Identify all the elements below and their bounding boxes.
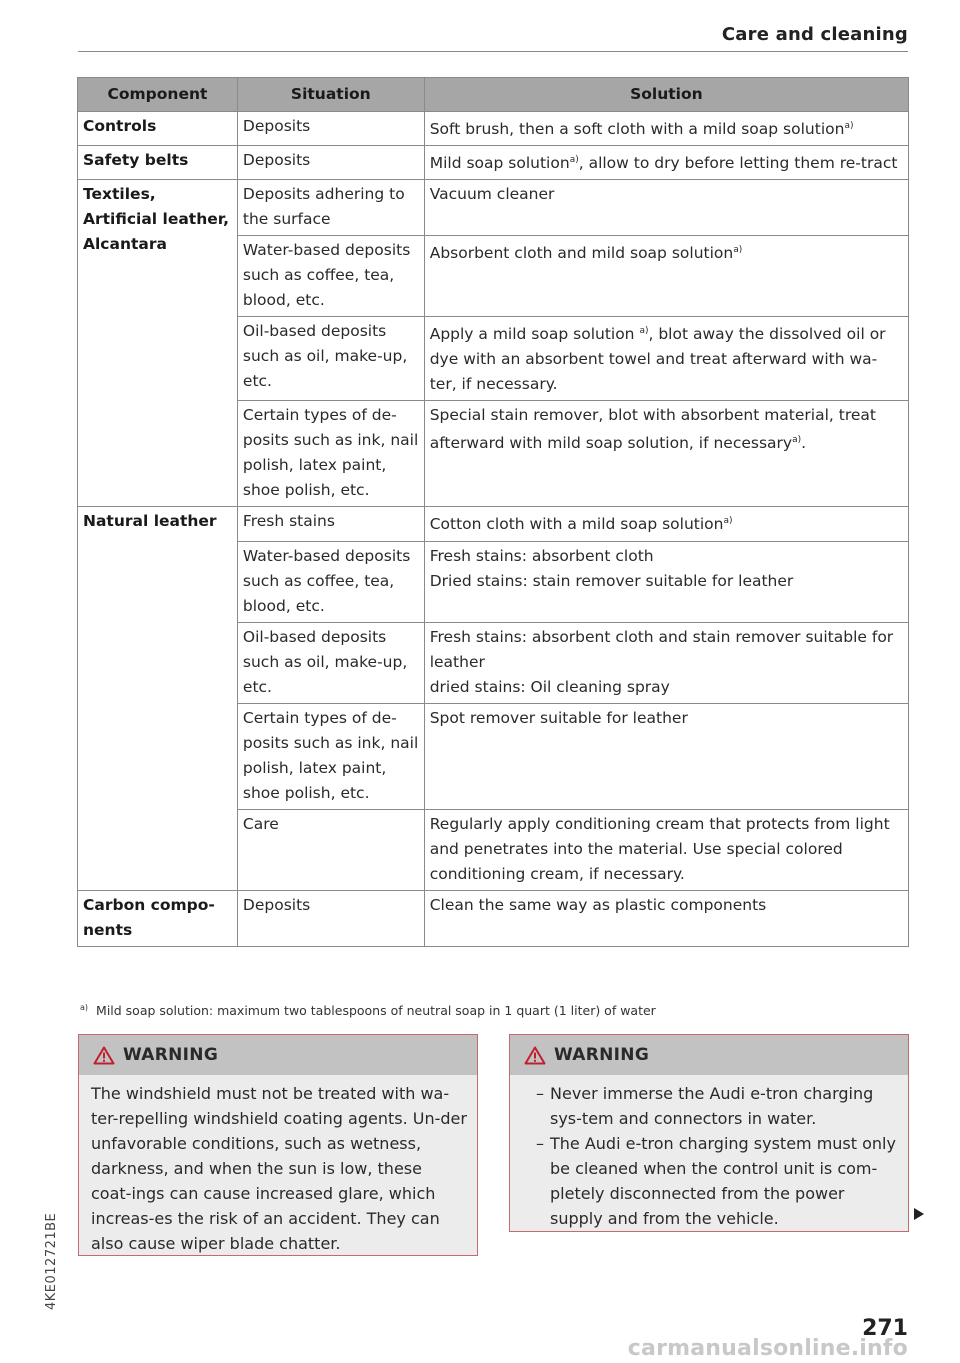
warning-list xyxy=(522,1081,898,1231)
solution-cell: Vacuum cleaner xyxy=(424,180,908,236)
table-row xyxy=(78,146,909,180)
component-cell: Natural leather xyxy=(78,507,238,890)
footnote xyxy=(80,1003,656,1018)
section-title: Care and cleaning xyxy=(721,24,908,45)
solution-cell: Mild soap solution$^{a)}$, allow to dry before letting them re-tract xyxy=(424,146,908,180)
table-header-row xyxy=(78,78,909,112)
header-situation: Situation xyxy=(237,78,424,112)
warning-header xyxy=(510,1035,908,1075)
warning-triangle-icon xyxy=(93,1046,115,1065)
footnote-text: Mild soap solution: maximum two tablespoons of neutral soap in 1 quart (1 liter) of water xyxy=(96,1003,656,1019)
solution-cell: Fresh stains: absorbent cloth and stain remover suitable for leather dried stains: Oil cleaning spray xyxy=(424,622,908,703)
situation-cell: Care xyxy=(237,809,424,890)
situation-cell: Oil-based deposits such as oil, make-up, etc. xyxy=(237,622,424,703)
table-row xyxy=(78,112,909,146)
situation-cell: Fresh stains xyxy=(237,507,424,541)
warning-triangle-icon xyxy=(524,1046,546,1065)
component-cell: Safety belts xyxy=(78,146,238,180)
solution-cell: Special stain remover, blot with absorbent material, treat afterward with mild soap solution, if necessary$^{a)}$. xyxy=(424,401,908,507)
solution-cell: Clean the same way as plastic components xyxy=(424,890,908,946)
situation-cell: Deposits xyxy=(237,112,424,146)
list-item: – The Audi e-tron charging system must only be cleaned when the control unit is com-pletely disconnected from the power supply and from the vehicle. xyxy=(536,1134,896,1228)
situation-cell: Oil-based deposits such as oil, make-up, etc. xyxy=(237,317,424,401)
warning-box-windshield xyxy=(78,1034,478,1256)
header-divider xyxy=(78,51,908,52)
component-cell: Textiles, Artificial leather, Alcantara xyxy=(78,180,238,507)
watermark: carmanualsonline.info xyxy=(627,1336,908,1361)
table-row xyxy=(78,507,909,541)
situation-cell: Deposits xyxy=(237,146,424,180)
warning-header xyxy=(79,1035,477,1075)
situation-cell: Certain types of de-posits such as ink, nail polish, latex paint, shoe polish, etc. xyxy=(237,401,424,507)
header-component: Component xyxy=(78,78,238,112)
warning-title: WARNING xyxy=(123,1045,219,1065)
situation-cell: Deposits adhering to the surface xyxy=(237,180,424,236)
footnote-marker: a) xyxy=(80,1003,89,1012)
solution-cell: Cotton cloth with a mild soap solution$^{a)}$ xyxy=(424,507,908,541)
table-row xyxy=(78,180,909,236)
warning-box-charging xyxy=(509,1034,909,1232)
header-solution: Solution xyxy=(424,78,908,112)
page-number: 271 xyxy=(862,1316,908,1341)
situation-cell: Certain types of de-posits such as ink, nail polish, latex paint, shoe polish, etc. xyxy=(237,703,424,809)
solution-cell: Regularly apply conditioning cream that protects from light and penetrates into the material. Use special colored conditioning cream, if necessary. xyxy=(424,809,908,890)
component-cell: Carbon compo-nents xyxy=(78,890,238,946)
continue-arrow-icon xyxy=(914,1208,924,1220)
situation-cell: Water-based deposits such as coffee, tea, blood, etc. xyxy=(237,236,424,317)
solution-cell: Soft brush, then a soft cloth with a mild soap solution$^{a)}$ xyxy=(424,112,908,146)
solution-cell: Absorbent cloth and mild soap solution$^{a)}$ xyxy=(424,236,908,317)
solution-cell: Spot remover suitable for leather xyxy=(424,703,908,809)
document-code: 4KE012721BE xyxy=(44,1212,59,1310)
component-cell: Controls xyxy=(78,112,238,146)
table-row xyxy=(78,890,909,946)
warning-title: WARNING xyxy=(554,1045,650,1065)
situation-cell: Water-based deposits such as coffee, tea, blood, etc. xyxy=(237,541,424,622)
solution-cell: Apply a mild soap solution $^{a)}$, blot away the dissolved oil or dye with an absorbent towel and treat afterward with wa-ter, if necessary. xyxy=(424,317,908,401)
list-item: – Never immerse the Audi e-tron charging sys-tem and connectors in water. xyxy=(536,1084,874,1128)
care-table xyxy=(77,77,909,947)
situation-cell: Deposits xyxy=(237,890,424,946)
solution-cell: Fresh stains: absorbent cloth Dried stains: stain remover suitable for leather xyxy=(424,541,908,622)
warning-text: The windshield must not be treated with wa-ter-repelling windshield coating agents. Un-der unfavorable conditions, such as wetness, darkness, and when the sun is low, these coat-ings can cause increased glare, which increas-es the risk of an accident. They can also cause wiper blade chatter. xyxy=(91,1084,467,1253)
